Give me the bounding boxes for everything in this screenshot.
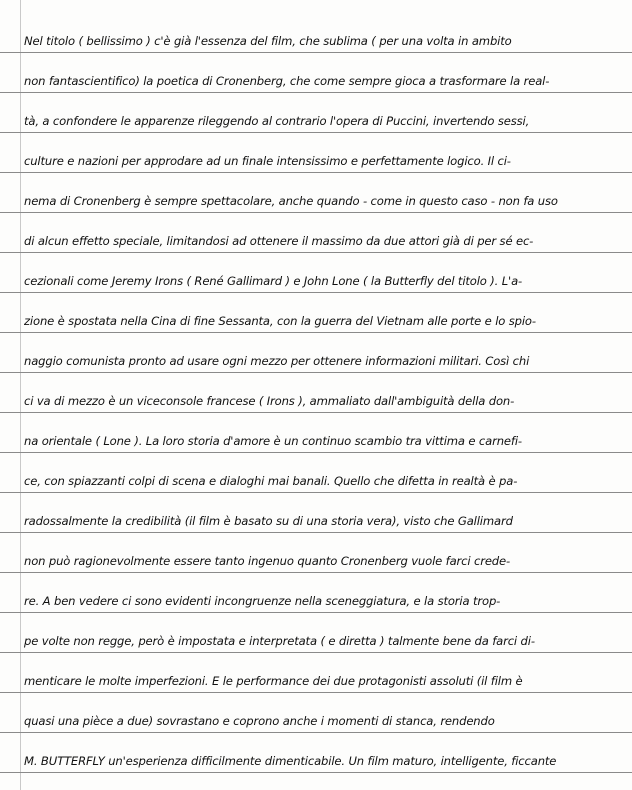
text-line: na orientale ( Lone ). La loro storia d'amore è un continuo scambio tra vittima e carnefi-: [24, 434, 522, 448]
text-line: non fantascientifico) la poetica di Cronenberg, che come sempre gioca a trasformare la real-: [24, 74, 550, 88]
text-line: quasi una pièce a due) sovrastano e coprono anche i momenti di stanca, rendendo: [24, 714, 495, 728]
text-line: re. A ben vedere ci sono evidenti incongruenze nella sceneggiatura, e la storia trop-: [24, 594, 501, 608]
page-margin: [0, 0, 21, 790]
text-line: ce, con spiazzanti colpi di scena e dialoghi mai banali. Quello che difetta in realtà è pa-: [24, 474, 518, 488]
text-line: non può ragionevolmente essere tanto ingenuo quanto Cronenberg vuole farci crede-: [24, 554, 511, 568]
text-line: tà, a confondere le apparenze rileggendo al contrario l'opera di Puccini, invertendo sessi,: [24, 114, 530, 128]
text-line: zione è spostata nella Cina di fine Sessanta, con la guerra del Vietnam alle porte e lo spio-: [24, 314, 536, 328]
text-line: Nel titolo ( bellissimo ) c'è già l'essenza del film, che sublima ( per una volta in ambito: [24, 34, 512, 48]
text-line: naggio comunista pronto ad usare ogni mezzo per ottenere informazioni militari. Così chi: [24, 354, 530, 368]
text-line: culture e nazioni per approdare ad un finale intensissimo e perfettamente logico. Il ci-: [24, 154, 511, 168]
text-line: M. BUTTERFLY un'esperienza difficilmente dimenticabile. Un film maturo, intelligente, ficcante: [24, 754, 557, 768]
text-line: menticare le molte imperfezioni. E le performance dei due protagonisti assoluti (il film è: [24, 674, 523, 688]
text-line: nema di Cronenberg è sempre spettacolare, anche quando - come in questo caso - non fa uso: [24, 194, 558, 208]
text-line: radossalmente la credibilità (il film è basato su di una storia vera), visto che Gallimard: [24, 514, 513, 528]
text-line: di alcun effetto speciale, limitandosi ad ottenere il massimo da due attori già di per sé ec-: [24, 234, 534, 248]
text-line: pe volte non regge, però è impostata e interpretata ( e diretta ) talmente bene da farci di-: [24, 634, 535, 648]
text-line: ci va di mezzo è un viceconsole francese ( Irons ), ammaliato dall'ambiguità della don-: [24, 394, 515, 408]
text-line: cezionali come Jeremy Irons ( René Gallimard ) e John Lone ( la Butterfly del titolo ). L'a-: [24, 274, 523, 288]
